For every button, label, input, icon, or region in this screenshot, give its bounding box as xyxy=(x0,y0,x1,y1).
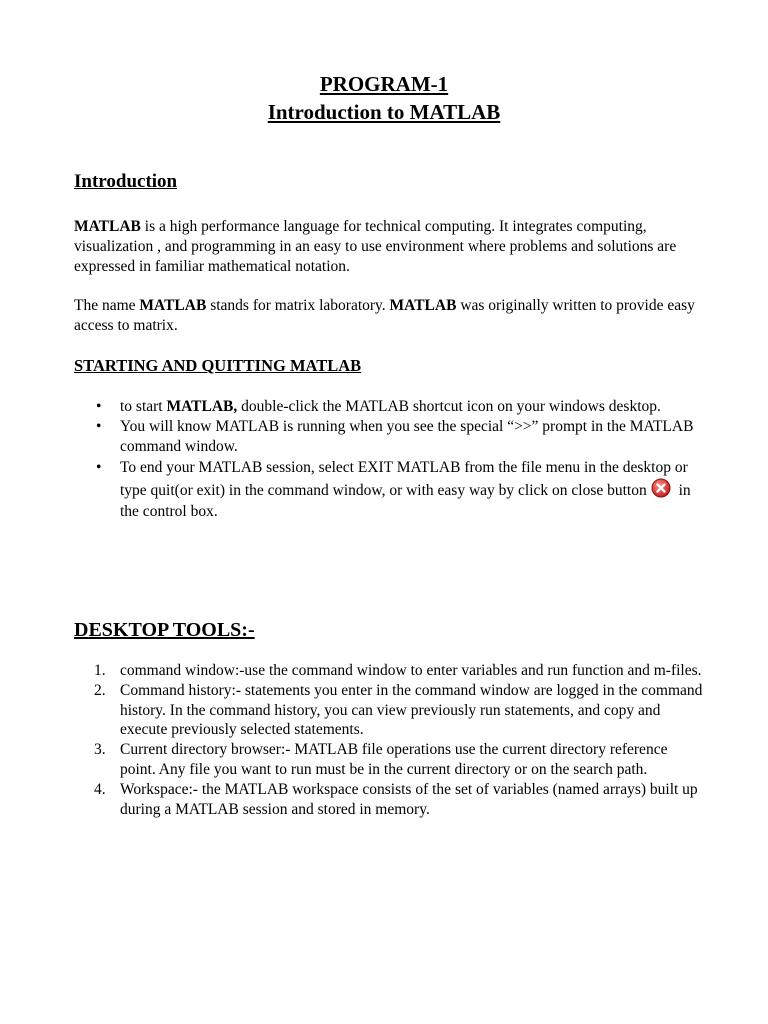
desktop-tools-heading: DESKTOP TOOLS:- xyxy=(74,619,255,641)
bullet-3-text-a: To end your MATLAB session, select EXIT MATLAB from the file menu in the desktop or type quit(or exit) in the command window, or with easy way by click on close button xyxy=(120,459,688,499)
bullet-1-text-a: to start xyxy=(120,398,167,415)
item-number: 3. xyxy=(94,741,106,759)
matlab-bold: MATLAB xyxy=(389,297,457,314)
item-text: Workspace:- the MATLAB workspace consists of the set of variables (named arrays) built up during a MATLAB session and stored in memory. xyxy=(120,780,698,818)
desktop-tools-list xyxy=(94,661,704,819)
item-text: Current directory browser:- MATLAB file operations use the current directory reference point. Any file you want to run must be in the current directory or on the search path. xyxy=(120,741,668,778)
bullet-2-text: You will know MATLAB is running when you see the special “>>” prompt in the MATLAB command window. xyxy=(120,418,694,455)
intro-paragraph-1 xyxy=(74,217,714,277)
bullet-3-text-b: in the control box. xyxy=(120,482,691,520)
matlab-bold: MATLAB, xyxy=(166,398,238,415)
matlab-bold: MATLAB xyxy=(139,297,207,314)
list-item xyxy=(92,397,702,417)
intro-paragraph-2 xyxy=(74,296,714,336)
introduction-heading: Introduction xyxy=(74,171,178,192)
list-item xyxy=(94,780,704,820)
intro-paragraph-2-text-c: was originally written to provide easy access to matrix. xyxy=(74,297,695,334)
close-button-icon xyxy=(651,478,671,498)
list-item xyxy=(94,661,704,681)
starting-quitting-heading: STARTING AND QUITTING MATLAB xyxy=(74,356,362,375)
page-title: Introduction to MATLAB xyxy=(267,100,501,124)
item-text: command window:-use the command window to enter variables and run function and m-files. xyxy=(120,662,702,679)
intro-paragraph-2-text-a: The name xyxy=(74,297,140,314)
matlab-bold: MATLAB xyxy=(74,218,141,235)
list-item xyxy=(92,457,702,522)
intro-paragraph-1-text: is a high performance language for technical computing. It integrates computing, visualization , and programming in an easy to use environment where problems and solutions are expressed in familiar mathematical notation. xyxy=(74,218,677,275)
bullet-marker: • xyxy=(96,398,102,415)
starting-bullet-list xyxy=(92,397,702,522)
item-text: Command history:- statements you enter in the command window are logged in the command history. In the command history, you can view previously run statements, and copy and execute previously selected statements. xyxy=(120,681,703,739)
list-item xyxy=(94,740,704,780)
bullet-marker: • xyxy=(96,418,102,435)
program-number: PROGRAM-1 xyxy=(319,72,449,96)
item-number: 4. xyxy=(94,780,106,798)
bullet-1-text-b: double-click the MATLAB shortcut icon on your windows desktop. xyxy=(237,398,661,415)
intro-paragraph-2-text-b: stands for matrix laboratory. xyxy=(206,297,390,314)
list-item xyxy=(92,417,702,457)
item-number: 1. xyxy=(94,662,106,679)
list-item xyxy=(94,681,704,740)
bullet-marker: • xyxy=(96,459,102,476)
item-number: 2. xyxy=(94,681,106,699)
